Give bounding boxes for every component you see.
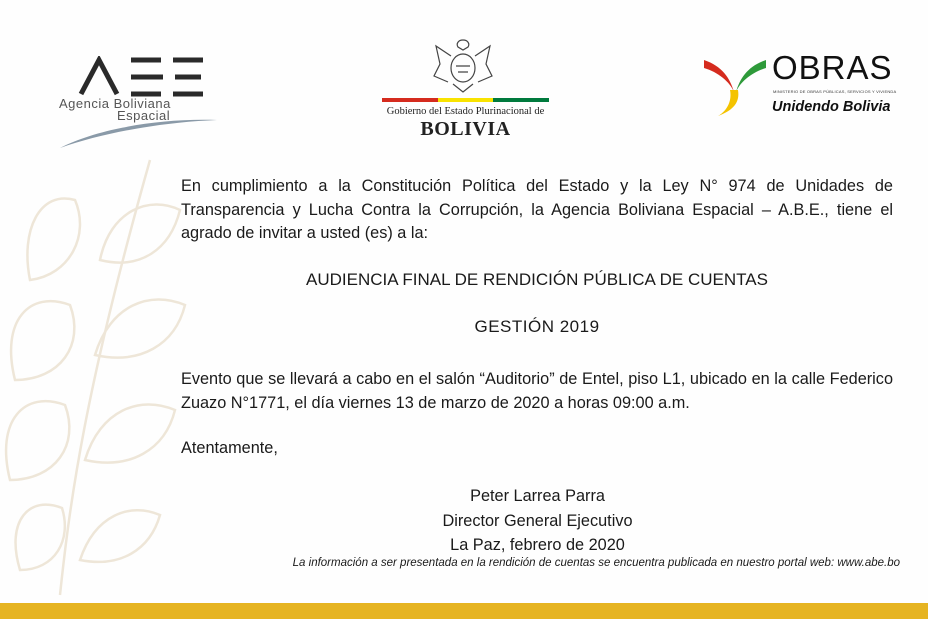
bottom-accent-bar xyxy=(0,603,928,619)
obras-ministry: MINISTERIO DE OBRAS PÚBLICAS, SERVICIOS Y VIVIENDA xyxy=(773,89,897,94)
flag-yellow xyxy=(438,98,494,102)
obras-tagline: Unidendo Bolivia xyxy=(772,99,891,115)
abe-swoosh-icon xyxy=(55,110,220,150)
flag-stripe xyxy=(382,98,549,102)
details-paragraph: Evento que se llevará a cabo en el salón “Auditorio” de Entel, piso L1, ubicado en la calle Federico Zuazo N°1771, el día viernes 13 de marzo de 2020 a horas 09:00 a.m. xyxy=(181,370,893,412)
gestion-title: GESTIÓN 2019 xyxy=(474,317,600,336)
bolivia-gov-line2: BOLIVIA xyxy=(420,118,511,140)
flag-green xyxy=(493,98,549,102)
obras-logo xyxy=(700,50,900,122)
abe-wordmark-icon xyxy=(77,56,207,98)
abe-name-line1: Agencia Boliviana xyxy=(59,96,171,111)
abe-logo xyxy=(55,52,225,152)
event-title: AUDIENCIA FINAL DE RENDICIÓN PÚBLICA DE CUENTAS xyxy=(306,270,768,289)
footnote: La información a ser presentada en la rendición de cuentas se encuentra publicada en nuestro portal web: www.abe.bo xyxy=(292,557,900,569)
abe-name-line2: Espacial xyxy=(117,108,171,123)
signatory-title: Director General Ejecutivo xyxy=(442,512,633,530)
signatory-name: Peter Larrea Parra xyxy=(470,487,605,505)
flag-red xyxy=(382,98,438,102)
coat-of-arms-icon xyxy=(428,36,498,96)
obras-y-mark-icon xyxy=(700,52,770,118)
place-date: La Paz, febrero de 2020 xyxy=(450,536,625,554)
bolivia-gov-line1: Gobierno del Estado Plurinacional de xyxy=(386,106,545,117)
closing-salutation: Atentamente, xyxy=(181,439,278,457)
laurel-watermark xyxy=(0,140,200,600)
intro-paragraph: En cumplimiento a la Constitución Política del Estado y la Ley N° 974 de Unidades de Transparencia y Lucha Contra la Corrupción, la Agencia Boliviana Espacial – A.B.E., tiene el agrado de invitar a usted (es) a la: xyxy=(181,177,893,242)
obras-title: OBRAS xyxy=(772,49,893,86)
bolivia-government-logo xyxy=(378,36,553,140)
